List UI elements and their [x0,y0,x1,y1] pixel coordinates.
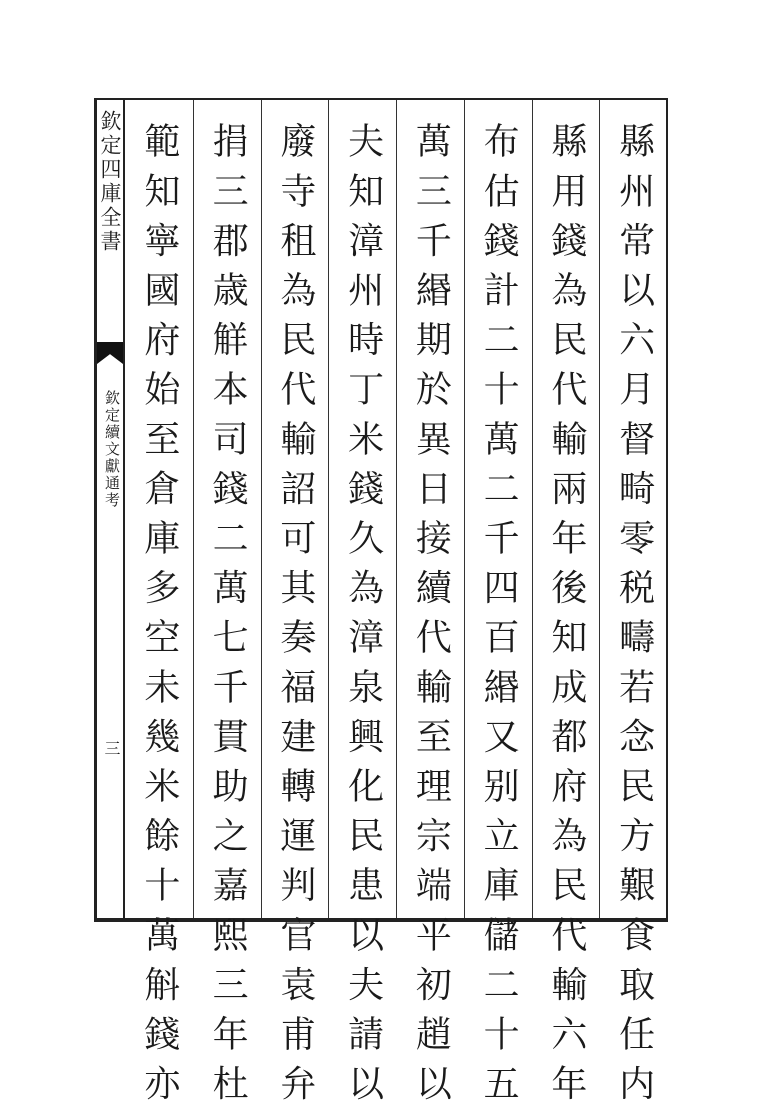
book-page [94,98,668,1114]
collection-title: 欽定四庫全書 [98,110,122,254]
fishtail-mark-icon [97,342,123,364]
text-column-3: 布估錢計二十萬二千四百緡又别立庫儲二十五 [464,100,532,918]
text-column-4: 萬三千緡期於異日接續代輸至理宗端平初趙以 [396,100,464,918]
text-column-2: 縣用錢為民代輸兩年後知成都府為民代輸六年 [532,100,600,918]
text-column-8: 範知寧國府始至倉庫多空未幾米餘十萬斛錢亦 [138,122,180,1114]
text-column-6: 廢寺租為民代輸詔可其奏福建轉運判官袁甫弁 [261,100,329,918]
book-title: 欽定續文獻通考 [103,390,121,509]
text-column-7: 捐三郡歳觧本司錢二萬七千貫助之嘉熙三年杜 [193,100,261,918]
margin-strip [97,100,125,918]
text-column-5: 夫知漳州時丁米錢久為漳泉興化民患以夫請以 [328,100,396,918]
text-columns [125,100,667,1114]
page-number: 三 [102,740,121,756]
text-column-1: 縣州常以六月督畸零税疇若念民方艱食取任内 [599,100,667,918]
